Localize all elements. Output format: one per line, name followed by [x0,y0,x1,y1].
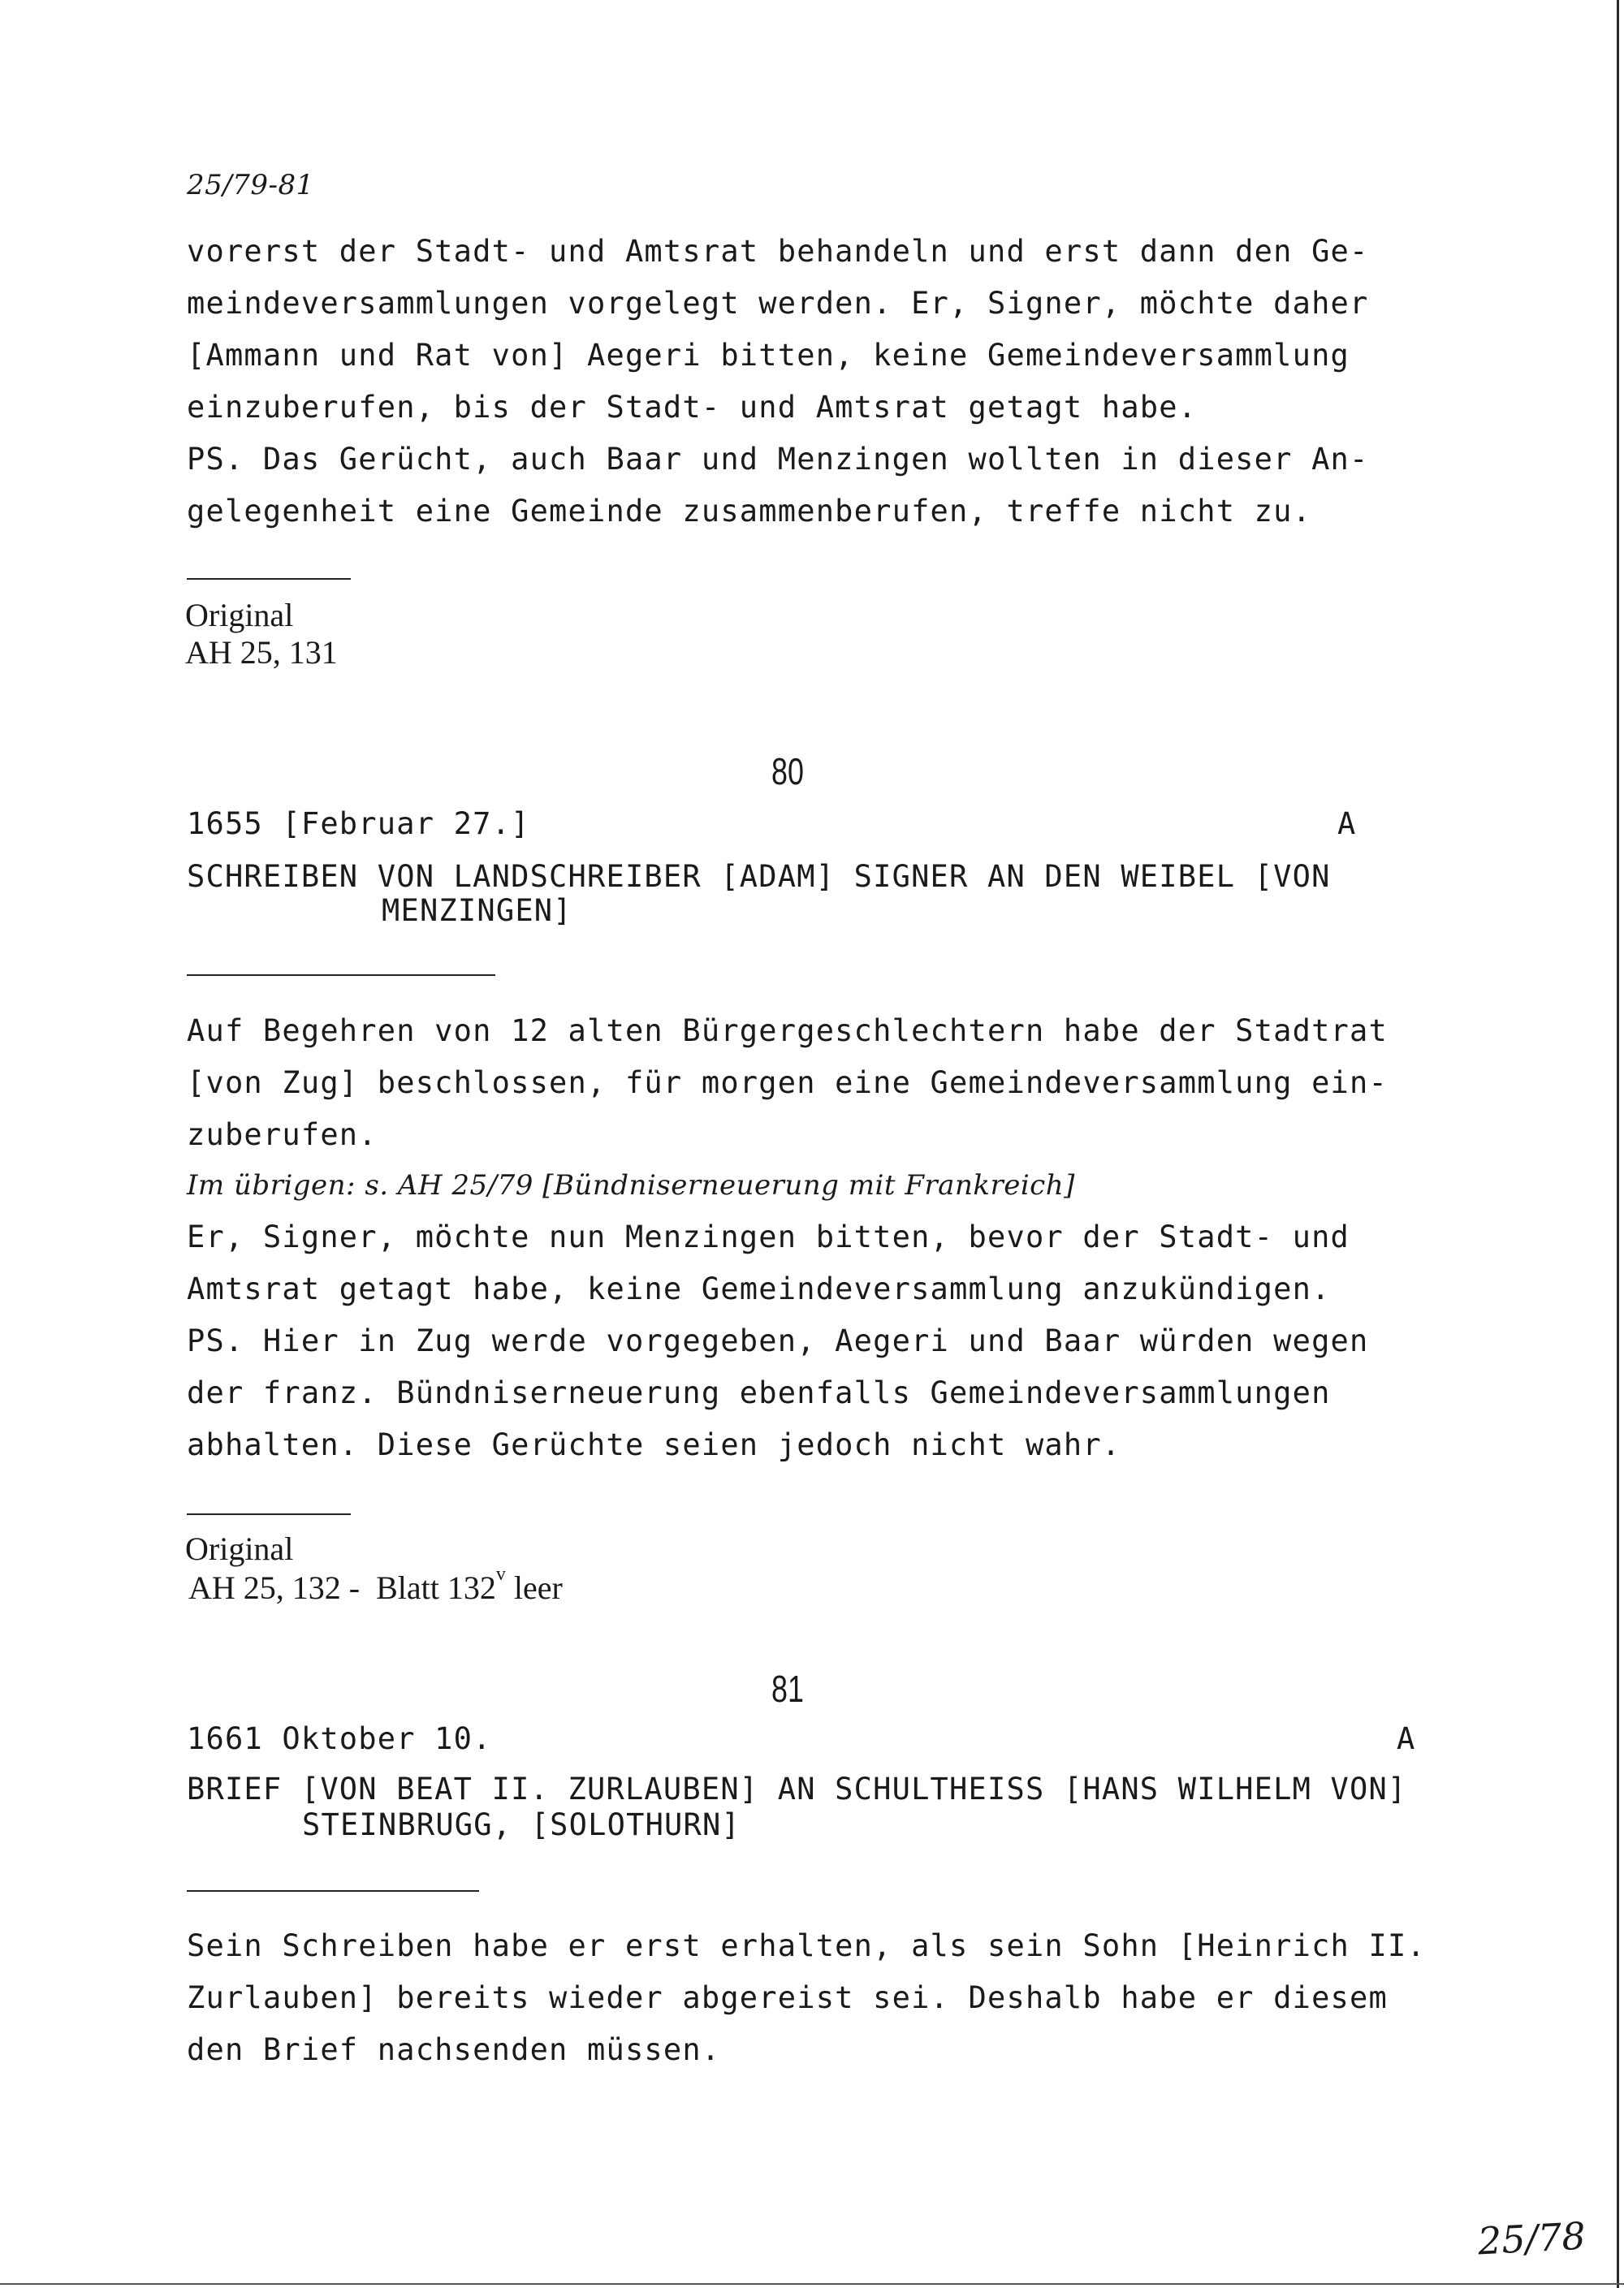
body-line: Auf Begehren von 12 alten Bürgergeschlechtern habe der Stadtrat [187,1013,1388,1048]
cross-reference-note: Im übrigen: s. AH 25/79 [Bündniserneuerung mit Frankreich] [187,1169,1075,1202]
source-reference-tail: leer [505,1569,563,1606]
separator-rule [187,1890,479,1892]
body-line: einzuberufen, bis der Stadt- und Amtsrat getagt habe. [187,390,1198,425]
document-number: 81 [771,1668,804,1710]
document-title-continued: MENZINGEN] [382,893,572,928]
body-line: zuberufen. [187,1117,378,1152]
header-reference: 25/79-81 [187,169,314,201]
document-date: 1655 [Februar 27.] [187,806,530,841]
document-number: 80 [771,750,804,792]
source-reference [188,1564,563,1607]
separator-rule [187,974,495,976]
body-line: gelegenheit eine Gemeinde zusammenberufen, treffe nicht zu. [187,494,1312,529]
document-title: BRIEF [VON BEAT II. ZURLAUBEN] AN SCHULTHEISS [HANS WILHELM VON] [187,1772,1407,1807]
document-type-marker: A [1337,806,1357,841]
body-line: meindeversammlungen vorgelegt werden. Er, Signer, möchte daher [187,286,1369,321]
source-reference: AH 25, 131 [185,634,338,671]
body-line: den Brief nachsenden müssen. [187,2032,721,2067]
document-date: 1661 Oktober 10. [187,1721,492,1756]
scan-edge-bottom [0,2283,1624,2285]
scan-edge-right [1617,0,1619,2288]
separator-rule [187,578,351,580]
source-label: Original [185,1530,294,1567]
source-reference-text: AH 25, 132 - Blatt 132 [188,1569,496,1606]
body-line: Sein Schreiben habe er erst erhalten, als sein Sohn [Heinrich II. [187,1928,1426,1963]
verso-superscript: v [495,1564,506,1585]
body-line: vorerst der Stadt- und Amtsrat behandeln und erst dann den Ge- [187,234,1369,269]
document-title: SCHREIBEN VON LANDSCHREIBER [ADAM] SIGNER AN DEN WEIBEL [VON [187,859,1331,894]
body-line: [von Zug] beschlossen, für morgen eine Gemeindeversammlung ein- [187,1065,1388,1100]
body-line: Zurlauben] bereits wieder abgereist sei. Deshalb habe er diesem [187,1980,1388,2015]
body-line: Er, Signer, möchte nun Menzingen bitten, bevor der Stadt- und [187,1220,1350,1254]
body-line: PS. Hier in Zug werde vorgegeben, Aegeri und Baar würden wegen [187,1323,1369,1358]
body-line: der franz. Bündniserneuerung ebenfalls Gemeindeversammlungen [187,1375,1331,1410]
body-line: [Ammann und Rat von] Aegeri bitten, keine Gemeindeversammlung [187,338,1350,373]
document-type-marker: A [1397,1721,1416,1756]
handwritten-page-number: 25/78 [1476,2213,1587,2264]
body-line: abhalten. Diese Gerüchte seien jedoch nicht wahr. [187,1427,1121,1462]
document-title-continued: STEINBRUGG, [SOLOTHURN] [302,1807,741,1842]
source-label: Original [185,597,294,633]
body-line: PS. Das Gerücht, auch Baar und Menzingen wollten in dieser An- [187,442,1369,477]
separator-rule [187,1513,351,1515]
body-line: Amtsrat getagt habe, keine Gemeindeversammlung anzukündigen. [187,1271,1331,1306]
